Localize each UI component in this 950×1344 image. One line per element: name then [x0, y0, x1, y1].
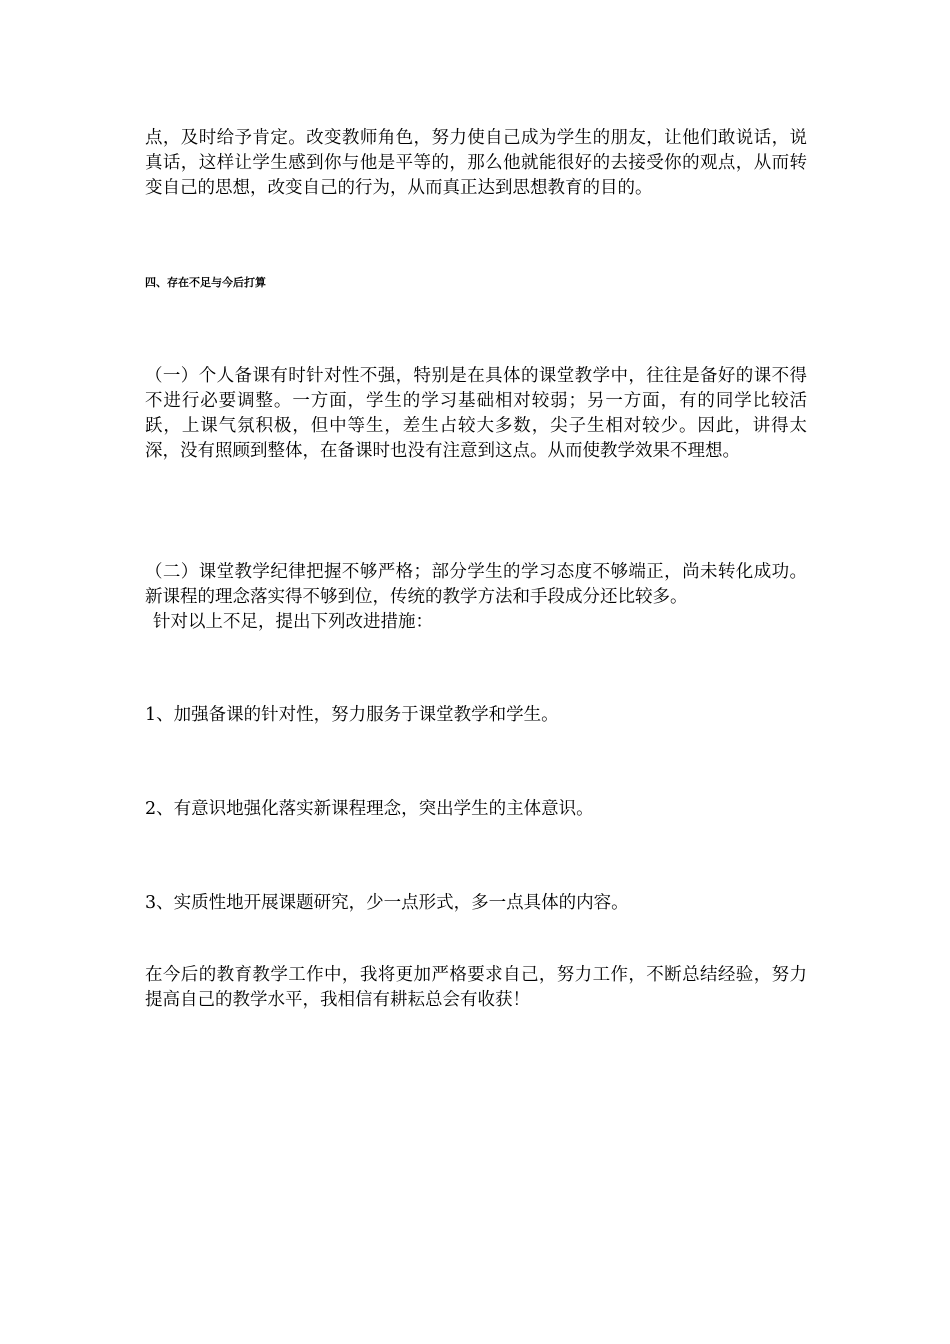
- paragraph-conclusion: 在今后的教育教学工作中，我将更加严格要求自己，努力工作，不断总结经验，努力提高自己的教学水平，我相信有耕耘总会有收获！: [145, 965, 807, 1010]
- list-item-improvement-1: 1、加强备课的针对性，努力服务于课堂教学和学生。: [145, 705, 559, 725]
- section-heading: 四、存在不足与今后打算: [145, 276, 266, 289]
- list-item-improvement-2: 2、有意识地强化落实新课程理念，突出学生的主体意识。: [145, 799, 594, 819]
- paragraph-teacher-role: 点，及时给予肯定。改变教师角色，努力使自己成为学生的朋友，让他们敢说话，说真话，这样让学生感到你与他是平等的，那么他就能很好的去接受你的观点，从而转变自己的思想，改变自己的行为，从而真正达到思想教育的目的。: [145, 128, 807, 198]
- list-item-improvement-3: 3、实质性地开展课题研究，少一点形式，多一点具体的内容。: [145, 893, 629, 913]
- paragraph-shortcoming-one: （一）个人备课有时针对性不强，特别是在具体的课堂教学中，往往是备好的课不得不进行必要调整。一方面，学生的学习基础相对较弱；另一方面，有的同学比较活跃，上课气氛积极，但中等生，差生占较大多数，尖子生相对较少。因此，讲得太深，没有照顾到整体，在备课时也没有注意到这点。从而使教学效果不理想。: [145, 366, 807, 461]
- paragraph-improvement-intro: 针对以上不足，提出下列改进措施：: [153, 612, 433, 632]
- paragraph-shortcoming-two: （二）课堂教学纪律把握不够严格；部分学生的学习态度不够端正，尚未转化成功。新课程的理念落实得不够到位，传统的教学方法和手段成分还比较多。: [145, 562, 807, 607]
